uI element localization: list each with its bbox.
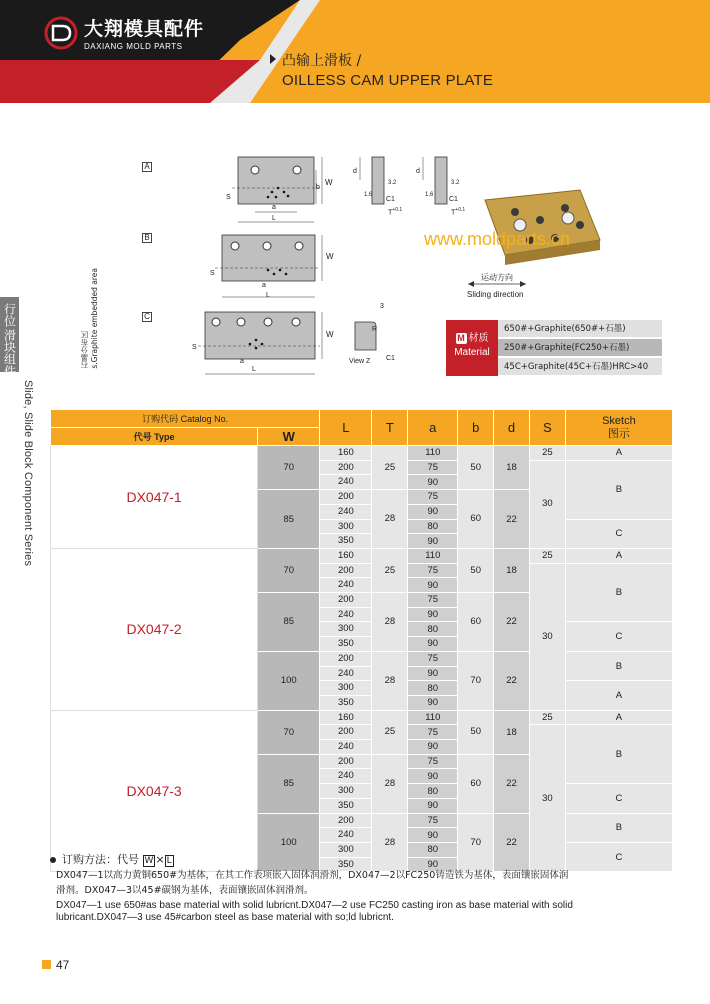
cell-b: 70 xyxy=(458,813,494,872)
dim-a: a xyxy=(272,204,276,211)
cell-l: 300 xyxy=(320,519,372,534)
cell-l: 300 xyxy=(320,622,372,637)
cell-l: 300 xyxy=(320,842,372,857)
cell-b: 50 xyxy=(458,548,494,592)
product-photo xyxy=(485,190,600,265)
cell-s: 25 xyxy=(529,710,565,725)
note-cn: DX047—1以高力黄铜650#为基体，在其工作表项嵌入固体润滑剂，DX047—2以FC250铸造铁为基体，表面镶嵌固体润滑剂。DX047—3以45#碳钢为基体，表面镶嵌固体润滑剂。 xyxy=(56,870,569,896)
plate-c-drawing xyxy=(198,312,322,374)
cell-l: 350 xyxy=(320,857,372,872)
watermark: www.moldparts.cn xyxy=(424,229,571,249)
dim-l: L xyxy=(252,366,256,373)
dim-l: L xyxy=(272,215,276,222)
cell-l: 350 xyxy=(320,695,372,710)
cell-l: 240 xyxy=(320,828,372,843)
dim-16: 1.6 xyxy=(425,192,434,198)
dim-b: b xyxy=(316,184,320,191)
cell-b: 60 xyxy=(458,754,494,813)
cell-sketch: C xyxy=(565,519,672,548)
cell-sketch: A xyxy=(565,710,672,725)
order-label: 订购方法：代号 xyxy=(62,853,139,866)
cell-a: 80 xyxy=(408,519,458,534)
order-l: L xyxy=(166,856,172,866)
table-row xyxy=(51,548,673,563)
dim-d: d xyxy=(353,168,357,175)
cell-a: 90 xyxy=(408,798,458,813)
cell-d: 18 xyxy=(494,446,530,490)
header-l: L xyxy=(320,410,372,446)
cell-d: 22 xyxy=(494,490,530,549)
dim-s: S xyxy=(226,194,231,201)
cell-w: 100 xyxy=(258,651,320,710)
dim-d: d xyxy=(416,168,420,175)
dim-s: S xyxy=(210,270,215,277)
page-title-cn: 凸输上滑板 / xyxy=(282,53,362,69)
order-method xyxy=(50,851,174,867)
cell-l: 240 xyxy=(320,578,372,593)
side-tab-line: 行位 xyxy=(2,303,17,327)
sketch-label-a: A xyxy=(142,162,152,172)
cell-w: 85 xyxy=(258,490,320,549)
cell-s: 25 xyxy=(529,548,565,563)
cell-b: 50 xyxy=(458,710,494,754)
cell-l: 240 xyxy=(320,504,372,519)
header-catalog: 订购代码 Catalog No. xyxy=(51,410,320,428)
spec-table xyxy=(50,409,673,872)
dim-t: $T^{+0.1}$ xyxy=(388,207,403,217)
cell-t: 25 xyxy=(372,710,408,754)
order-w: W xyxy=(144,856,154,866)
header-a: a xyxy=(408,410,458,446)
cell-a: 90 xyxy=(408,828,458,843)
page-number: 47 xyxy=(42,958,69,972)
cell-s: 30 xyxy=(529,725,565,872)
material-label xyxy=(446,320,498,376)
cell-a: 75 xyxy=(408,593,458,608)
material-badge: M xyxy=(457,333,465,343)
material-label-en: Material xyxy=(454,347,490,358)
cell-sketch: A xyxy=(565,446,672,461)
cell-t: 28 xyxy=(372,651,408,710)
sketch-label-b: B xyxy=(142,233,152,243)
cell-t: 25 xyxy=(372,548,408,592)
header-s: S xyxy=(529,410,565,446)
dim-t: $T^{+0.1}$ xyxy=(451,207,466,217)
cell-a: 75 xyxy=(408,563,458,578)
dim-w: W xyxy=(326,330,334,339)
dim-c1: C1 xyxy=(386,196,395,203)
cell-a: 110 xyxy=(408,548,458,563)
cell-a: 80 xyxy=(408,842,458,857)
cell-l: 200 xyxy=(320,563,372,578)
page-title-en: OILLESS CAM UPPER PLATE xyxy=(282,72,494,89)
cell-d: 22 xyxy=(494,651,530,710)
brand-name-cn: 大翔模具配件 xyxy=(84,18,205,40)
cell-d: 22 xyxy=(494,593,530,652)
graphite-note-en: s.Graphite embedded area xyxy=(90,268,99,369)
cell-d: 18 xyxy=(494,548,530,592)
dim-c1: C1 xyxy=(449,196,458,203)
cell-l: 350 xyxy=(320,534,372,549)
cell-w: 100 xyxy=(258,813,320,872)
cell-sketch: B xyxy=(565,813,672,842)
cell-sketch: C xyxy=(565,842,672,871)
cell-l: 300 xyxy=(320,784,372,799)
cell-s: 30 xyxy=(529,563,565,710)
cell-a: 75 xyxy=(408,460,458,475)
cell-b: 50 xyxy=(458,446,494,490)
cell-a: 90 xyxy=(408,695,458,710)
cell-w: 70 xyxy=(258,710,320,754)
cell-l: 240 xyxy=(320,475,372,490)
cell-sketch: B xyxy=(565,725,672,784)
material-row: 250#+Graphite(FC250+石墨) xyxy=(498,339,662,357)
cell-w: 85 xyxy=(258,754,320,813)
material-row: 45C+Graphite(45C+石墨)HRC>40 xyxy=(498,358,662,376)
cell-sketch: C xyxy=(565,784,672,813)
plate-a-drawing xyxy=(232,157,322,222)
cell-t: 28 xyxy=(372,754,408,813)
cell-l: 160 xyxy=(320,710,372,725)
cell-sketch: B xyxy=(565,563,672,622)
cell-w: 70 xyxy=(258,446,320,490)
cell-a: 90 xyxy=(408,578,458,593)
cell-a: 110 xyxy=(408,710,458,725)
order-x: × xyxy=(155,853,165,866)
dim-32: 3.2 xyxy=(388,180,397,186)
cell-a: 90 xyxy=(408,740,458,755)
cell-l: 300 xyxy=(320,681,372,696)
cell-t: 28 xyxy=(372,490,408,549)
cell-d: 18 xyxy=(494,710,530,754)
cell-w: 70 xyxy=(258,548,320,592)
cell-d: 22 xyxy=(494,754,530,813)
side-series-label: Slide, Slide Block Component Series xyxy=(22,380,34,567)
header-type: 代号 Type xyxy=(51,428,258,446)
cell-l: 200 xyxy=(320,813,372,828)
cell-l: 200 xyxy=(320,651,372,666)
note-en: DX047—1 use 650#as base material with solid lubricnt.DX047—2 use FC250 casting iron as base material with solid lubricant.DX047—3 use 45#carbon steel as base material with so;ld lubricnt. xyxy=(56,900,573,923)
cell-a: 90 xyxy=(408,504,458,519)
type-code: DX047-3 xyxy=(51,710,258,872)
dim-w: W xyxy=(326,252,334,261)
cell-l: 350 xyxy=(320,798,372,813)
page-marker-icon xyxy=(42,960,51,969)
cell-d: 22 xyxy=(494,813,530,872)
header-sketch: Sketch 图示 xyxy=(565,410,672,446)
cell-s: 30 xyxy=(529,460,565,548)
dim-3: 3 xyxy=(380,303,384,310)
cell-sketch: B xyxy=(565,460,672,519)
type-code: DX047-2 xyxy=(51,548,258,710)
cell-a: 90 xyxy=(408,475,458,490)
cell-a: 90 xyxy=(408,607,458,622)
header-w: W xyxy=(258,428,320,446)
cell-a: 75 xyxy=(408,725,458,740)
cell-l: 200 xyxy=(320,460,372,475)
dim-c1: C1 xyxy=(386,355,395,362)
dim-a: a xyxy=(240,358,244,365)
side-view-a xyxy=(360,157,447,204)
cell-a: 75 xyxy=(408,651,458,666)
cell-a: 75 xyxy=(408,754,458,769)
bullet-icon xyxy=(50,857,56,863)
header-t: T xyxy=(372,410,408,446)
cell-l: 200 xyxy=(320,754,372,769)
dim-l: L xyxy=(266,292,270,299)
dim-w: W xyxy=(325,178,333,187)
cell-a: 80 xyxy=(408,681,458,696)
side-tab-line: 滑块组件 xyxy=(2,329,17,377)
cell-a: 110 xyxy=(408,446,458,461)
cell-l: 160 xyxy=(320,446,372,461)
type-code: DX047-1 xyxy=(51,446,258,549)
cell-l: 240 xyxy=(320,607,372,622)
cell-l: 200 xyxy=(320,725,372,740)
cell-l: 350 xyxy=(320,637,372,652)
cell-a: 90 xyxy=(408,857,458,872)
motion-direction-cn: 运动方向 xyxy=(481,273,513,282)
cell-a: 80 xyxy=(408,784,458,799)
cell-t: 28 xyxy=(372,593,408,652)
cell-l: 240 xyxy=(320,769,372,784)
table-row xyxy=(51,710,673,725)
cell-a: 75 xyxy=(408,490,458,505)
motion-direction-en: Sliding direction xyxy=(467,290,524,299)
cell-a: 75 xyxy=(408,813,458,828)
cell-s: 25 xyxy=(529,446,565,461)
table-row xyxy=(51,446,673,461)
header-d: d xyxy=(494,410,530,446)
cell-l: 160 xyxy=(320,548,372,563)
cell-b: 60 xyxy=(458,490,494,549)
dim-s: S xyxy=(192,344,197,351)
dim-16: 1.6 xyxy=(364,192,373,198)
dim-a: a xyxy=(262,282,266,289)
cell-b: 70 xyxy=(458,651,494,710)
cell-sketch: A xyxy=(565,681,672,710)
cell-b: 60 xyxy=(458,593,494,652)
cell-t: 28 xyxy=(372,813,408,872)
dim-32: 3.2 xyxy=(451,180,460,186)
cell-l: 200 xyxy=(320,490,372,505)
cell-a: 80 xyxy=(408,622,458,637)
view-z-label: View Z xyxy=(349,358,371,365)
cell-l: 240 xyxy=(320,666,372,681)
cell-l: 240 xyxy=(320,740,372,755)
cell-a: 90 xyxy=(408,769,458,784)
header-b: b xyxy=(458,410,494,446)
cell-a: 90 xyxy=(408,666,458,681)
material-box xyxy=(446,320,662,376)
cell-l: 200 xyxy=(320,593,372,608)
sketch-label-c: C xyxy=(142,312,152,322)
plate-b-drawing xyxy=(215,235,322,297)
cell-t: 25 xyxy=(372,446,408,490)
material-row: 650#+Graphite(650#+石墨) xyxy=(498,320,662,338)
graphite-note-cn: 石墨分布区 xyxy=(80,331,89,369)
graphite-area-note xyxy=(80,268,100,369)
cell-a: 90 xyxy=(408,534,458,549)
cell-sketch: C xyxy=(565,622,672,651)
brand-name-en: DAXIANG MOLD PARTS xyxy=(84,42,183,51)
cell-w: 85 xyxy=(258,593,320,652)
dim-r: R xyxy=(372,326,378,333)
cell-sketch: A xyxy=(565,548,672,563)
material-label-cn: 材质 xyxy=(468,333,489,344)
cell-a: 90 xyxy=(408,637,458,652)
cell-sketch: B xyxy=(565,651,672,680)
